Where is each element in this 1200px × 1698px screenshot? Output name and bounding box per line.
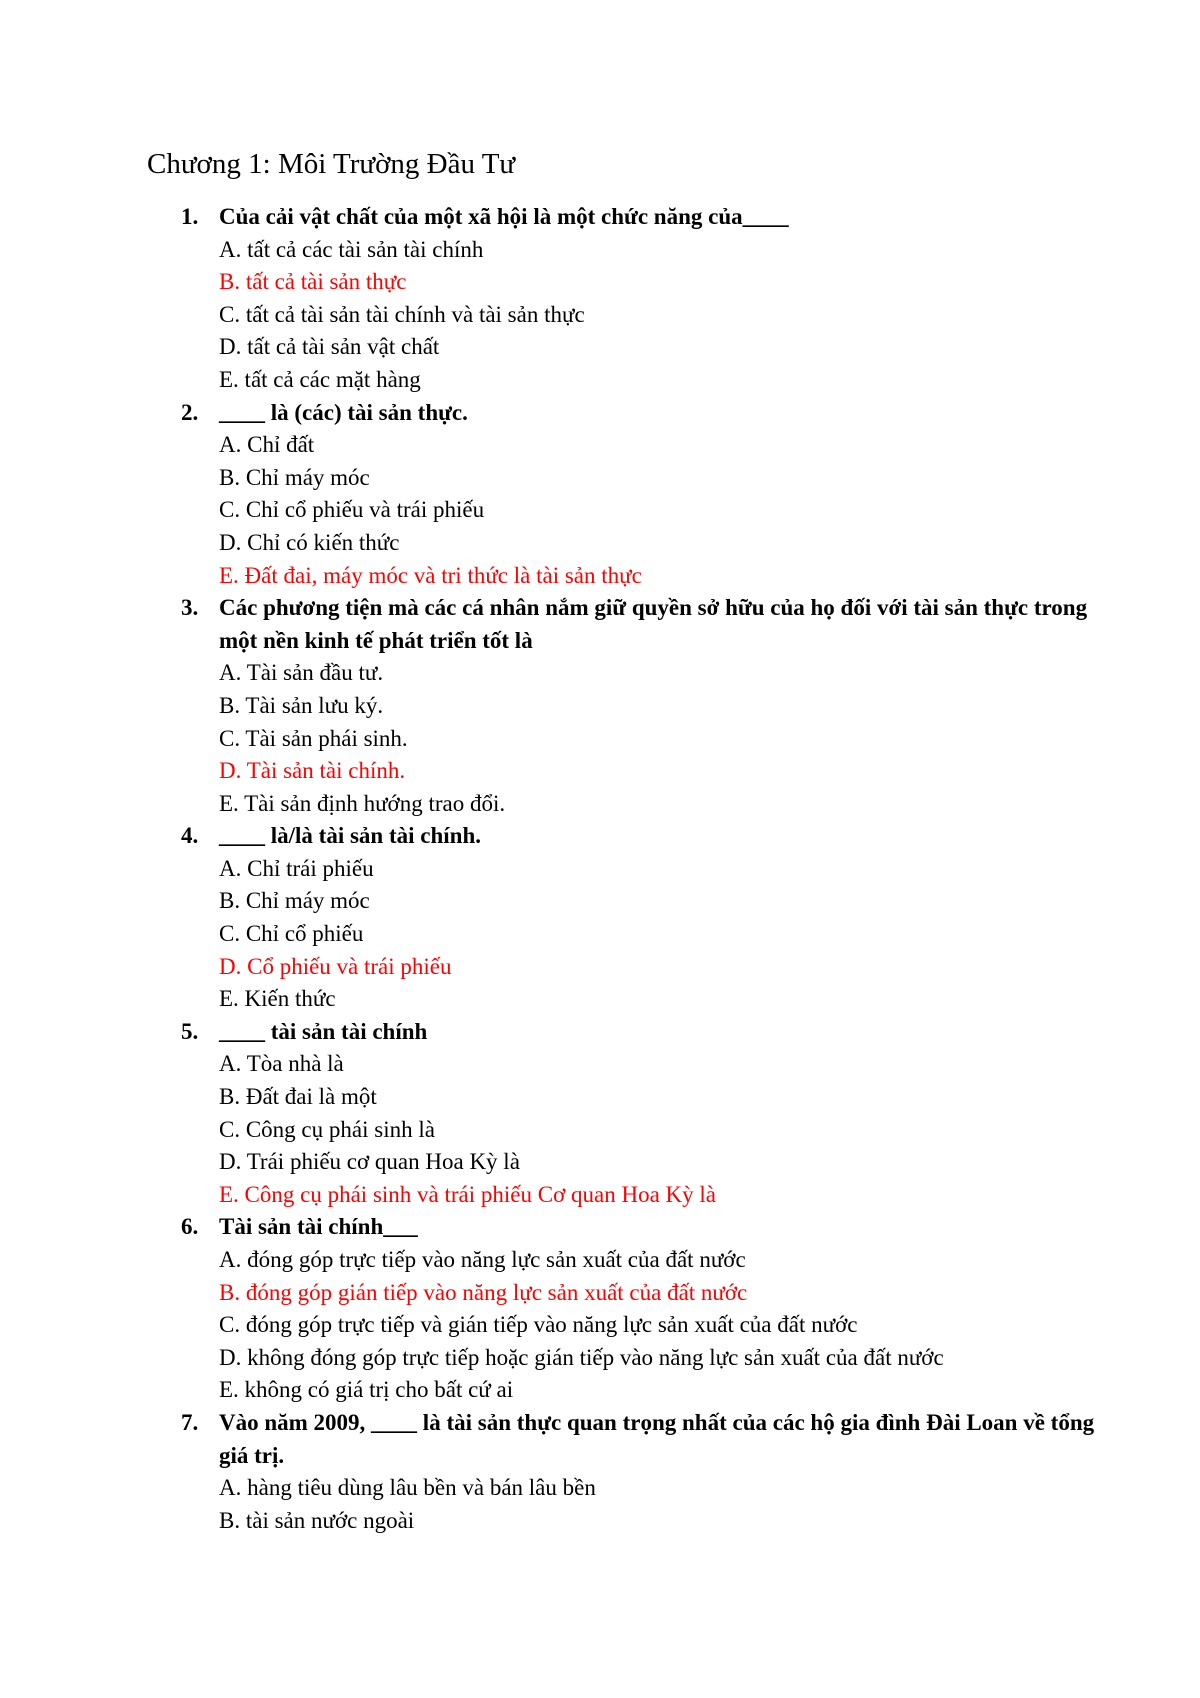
option-item: B. Chỉ máy móc (219, 888, 370, 914)
option-item: C. tất cả tài sản tài chính và tài sản thực (219, 301, 585, 327)
question-text: ____ là (các) tài sản thực. (219, 399, 468, 425)
answer-option: D. Cổ phiếu và trái phiếu (219, 953, 452, 979)
question-item (0, 592, 1200, 820)
option-item: A. Chỉ trái phiếu (219, 855, 374, 881)
answer-option: E. Công cụ phái sinh và trái phiếu Cơ quan Hoa Kỳ là (219, 1181, 716, 1207)
question-item (0, 820, 1200, 1016)
option-item: B. tài sản nước ngoài (219, 1507, 415, 1533)
option-item: D. tất cả tài sản vật chất (219, 334, 440, 360)
option-item: A. hàng tiêu dùng lâu bền và bán lâu bền (219, 1475, 596, 1501)
question-text: ____ là/là tài sản tài chính. (219, 823, 481, 849)
option-list (0, 657, 1200, 820)
page-title: Chương 1: Môi Trường Đầu Tư (147, 148, 516, 180)
option-list (0, 853, 1200, 1016)
question-number: 1. (181, 204, 199, 229)
question-number: 3. (181, 595, 199, 621)
option-item: A. đóng góp trực tiếp vào năng lực sản xuất của đất nước (219, 1247, 746, 1272)
option-item: E. Tài sản định hướng trao đổi. (219, 790, 506, 816)
question-text: Của cải vật chất của một xã hội là một chức năng của____ (219, 204, 789, 229)
question-number: 2. (181, 399, 199, 425)
option-item: E. tất cả các mặt hàng (219, 366, 421, 392)
option-list (0, 1472, 1200, 1537)
question-list (0, 201, 1200, 1537)
option-item: D. Trái phiếu cơ quan Hoa Kỳ là (219, 1149, 520, 1175)
question-number: 7. (181, 1409, 199, 1435)
question-number: 6. (181, 1214, 199, 1240)
option-item: C. Công cụ phái sinh là (219, 1116, 435, 1142)
option-item: C. Chỉ cổ phiếu và trái phiếu (219, 497, 485, 523)
question-number: 4. (181, 823, 199, 849)
option-item: C. Chỉ cổ phiếu (219, 921, 364, 947)
question-item (0, 1211, 1200, 1407)
option-item: E. Kiến thức (219, 986, 336, 1012)
question-item (0, 397, 1200, 593)
question-text: Tài sản tài chính___ (219, 1214, 418, 1240)
answer-option: B. đóng góp gián tiếp vào năng lực sản xuất của đất nước (219, 1279, 748, 1305)
option-item: A. Chỉ đất (219, 432, 315, 458)
option-item: D. không đóng góp trực tiếp hoặc gián tiếp vào năng lực sản xuất của đất nước (219, 1344, 944, 1370)
question-item (0, 201, 1200, 397)
option-item: A. tất cả các tài sản tài chính (219, 236, 484, 262)
option-list (0, 429, 1200, 592)
option-item: E. không có giá trị cho bất cứ ai (219, 1377, 514, 1403)
option-item: B. Chỉ máy móc (219, 464, 370, 490)
answer-option: B. tất cả tài sản thực (219, 269, 407, 295)
answer-option: D. Tài sản tài chính. (219, 758, 406, 784)
option-list (0, 234, 1200, 397)
question-item (0, 1407, 1200, 1537)
option-list (0, 1048, 1200, 1211)
option-item: A. Tài sản đầu tư. (219, 660, 384, 686)
option-list (0, 1244, 1200, 1407)
option-item: D. Chỉ có kiến thức (219, 529, 400, 555)
question-text: Các phương tiện mà các cá nhân nắm giữ quyền sở hữu của họ đối với tài sản thực trong một nền kinh tế phát triển tốt là (219, 595, 1088, 653)
question-number: 5. (181, 1018, 199, 1044)
option-item: C. đóng góp trực tiếp và gián tiếp vào năng lực sản xuất của đất nước (219, 1312, 858, 1338)
question-text: Vào năm 2009, ____ là tài sản thực quan trọng nhất của các hộ gia đình Đài Loan về tổng giá trị. (219, 1409, 1095, 1468)
option-item: C. Tài sản phái sinh. (219, 725, 408, 751)
question-item (0, 1016, 1200, 1212)
option-item: B. Đất đai là một (219, 1084, 377, 1110)
option-item: B. Tài sản lưu ký. (219, 692, 384, 718)
question-text: ____ tài sản tài chính (219, 1018, 428, 1044)
option-item: A. Tòa nhà là (219, 1051, 344, 1077)
answer-option: E. Đất đai, máy móc và tri thức là tài sản thực (219, 562, 642, 588)
